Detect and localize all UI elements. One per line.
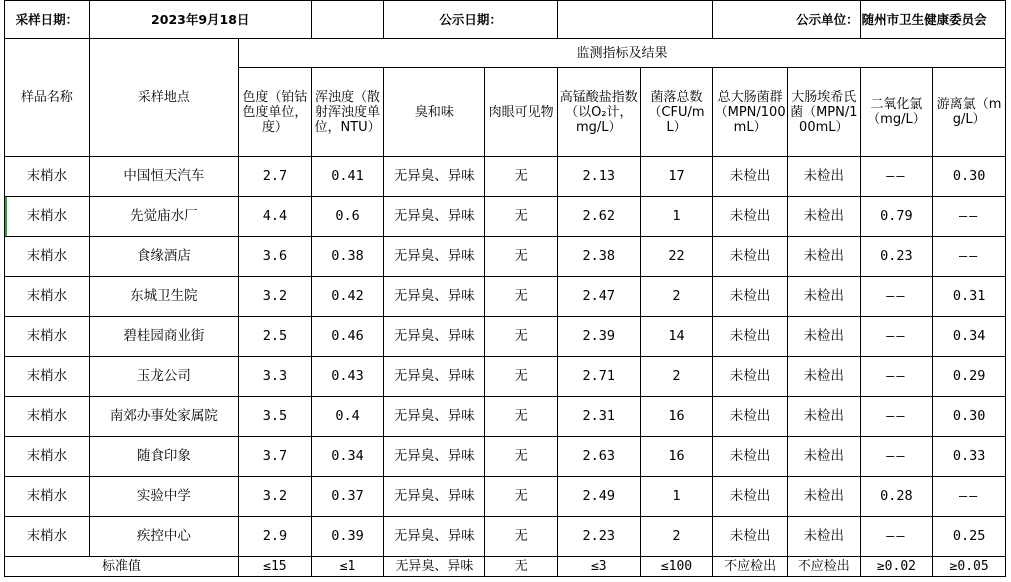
table-row [5, 197, 1006, 237]
header-indicator-group[interactable]: 监测指标及结果 [239, 39, 1006, 68]
cell-chlorine-dioxide[interactable]: 0.79 [860, 197, 933, 237]
header-sample-name[interactable]: 样品名称 [5, 39, 90, 157]
cell-color[interactable]: 2.5 [239, 317, 312, 357]
cell-location[interactable]: 东城卫生院 [89, 277, 238, 317]
table-row [5, 437, 1006, 477]
table-row [5, 517, 1006, 557]
publisher-value[interactable]: 随州市卫生健康委员会 [860, 1, 1005, 39]
cell-visible[interactable]: 无 [485, 357, 558, 397]
cell-chlorine-dioxide[interactable]: 0.28 [860, 477, 933, 517]
cell-sample-name[interactable]: 末梢水 [5, 157, 90, 197]
cell-bacteria[interactable]: 16 [640, 437, 713, 477]
cell-odor[interactable]: 无异臭、异味 [384, 357, 485, 397]
cell-color[interactable]: 4.4 [239, 197, 312, 237]
cell-ecoli[interactable]: 未检出 [787, 397, 860, 437]
cell-sample-name[interactable]: 末梢水 [5, 437, 90, 477]
table-row [5, 277, 1006, 317]
cell-location[interactable]: 疾控中心 [89, 517, 238, 557]
cell-location[interactable]: 随食印象 [89, 437, 238, 477]
standard-turbidity[interactable]: ≤1 [311, 557, 384, 577]
header-row-group [5, 39, 1006, 68]
cell-cod[interactable]: 2.13 [557, 157, 640, 197]
cell-chlorine-dioxide[interactable]: —— [860, 157, 933, 197]
cell-odor[interactable]: 无异臭、异味 [384, 197, 485, 237]
cell-visible[interactable]: 无 [485, 197, 558, 237]
cell-free-chlorine[interactable]: —— [933, 477, 1006, 517]
cell-color[interactable]: 2.7 [239, 157, 312, 197]
cell-free-chlorine[interactable]: —— [933, 197, 1006, 237]
cell-sample-name[interactable]: 末梢水 [5, 397, 90, 437]
publish-date-value[interactable] [557, 1, 712, 39]
header-color[interactable]: 色度（铂钴色度单位，度） [239, 68, 312, 157]
cell-visible[interactable]: 无 [485, 277, 558, 317]
header-bacteria[interactable]: 菌落总数（CFU/mL） [640, 68, 713, 157]
cell-odor[interactable]: 无异臭、异味 [384, 157, 485, 197]
info-row [5, 1, 1006, 39]
header-ecoli[interactable]: 大肠埃希氏菌（MPN/100mL） [787, 68, 860, 157]
cell-visible[interactable]: 无 [485, 237, 558, 277]
cell-turbidity[interactable]: 0.41 [311, 157, 384, 197]
table-row [5, 237, 1006, 277]
cell-chlorine-dioxide[interactable]: —— [860, 317, 933, 357]
cell-coliform[interactable]: 未检出 [713, 437, 788, 477]
cell-ecoli[interactable]: 未检出 [787, 197, 860, 237]
header-chlorine-dioxide[interactable]: 二氧化氯（mg/L） [860, 68, 933, 157]
cell-sample-name[interactable]: 末梢水 [5, 477, 90, 517]
cell-bacteria[interactable]: 16 [640, 397, 713, 437]
cell-free-chlorine[interactable]: 0.29 [933, 357, 1006, 397]
cell-location[interactable]: 先觉庙水厂 [89, 197, 238, 237]
cell-coliform[interactable]: 未检出 [713, 357, 788, 397]
header-location[interactable]: 采样地点 [89, 39, 238, 157]
header-visible[interactable]: 肉眼可见物 [485, 68, 558, 157]
cell-turbidity[interactable]: 0.43 [311, 357, 384, 397]
cell-ecoli[interactable]: 未检出 [787, 277, 860, 317]
cell-coliform[interactable]: 未检出 [713, 237, 788, 277]
header-coliform[interactable]: 总大肠菌群（MPN/100mL） [713, 68, 788, 157]
publisher-label[interactable]: 公示单位： [713, 1, 860, 39]
cell-ecoli[interactable]: 未检出 [787, 517, 860, 557]
cell-turbidity[interactable]: 0.4 [311, 397, 384, 437]
cell-coliform[interactable]: 未检出 [713, 277, 788, 317]
cell-odor[interactable]: 无异臭、异味 [384, 517, 485, 557]
cell-chlorine-dioxide[interactable]: —— [860, 397, 933, 437]
cell-odor[interactable]: 无异臭、异味 [384, 397, 485, 437]
table-row [5, 477, 1006, 517]
cell-visible[interactable]: 无 [485, 397, 558, 437]
cell-location[interactable]: 中国恒天汽车 [89, 157, 238, 197]
cell-color[interactable]: 3.5 [239, 397, 312, 437]
cell-odor[interactable]: 无异臭、异味 [384, 477, 485, 517]
sample-date-label[interactable]: 采样日期： [5, 1, 90, 39]
cell-odor[interactable]: 无异臭、异味 [384, 277, 485, 317]
cell-bacteria[interactable]: 2 [640, 357, 713, 397]
cell-cod[interactable]: 2.38 [557, 237, 640, 277]
cell-bacteria[interactable]: 14 [640, 317, 713, 357]
cell-bacteria[interactable]: 2 [640, 517, 713, 557]
cell-ecoli[interactable]: 未检出 [787, 437, 860, 477]
cell-color[interactable]: 3.2 [239, 277, 312, 317]
cell-turbidity[interactable]: 0.39 [311, 517, 384, 557]
header-odor[interactable]: 臭和味 [384, 68, 485, 157]
cell-sample-name[interactable]: 末梢水 [5, 277, 90, 317]
cell-cod[interactable]: 2.39 [557, 317, 640, 357]
table-row [5, 357, 1006, 397]
sample-date-value[interactable]: 2023年9月18日 [89, 1, 311, 39]
cell-odor[interactable]: 无异臭、异味 [384, 437, 485, 477]
cell-turbidity[interactable]: 0.6 [311, 197, 384, 237]
cell-sample-name[interactable]: 末梢水 [5, 197, 90, 237]
cell-cod[interactable]: 2.31 [557, 397, 640, 437]
standard-cod[interactable]: ≤3 [557, 557, 640, 577]
cell-turbidity[interactable]: 0.42 [311, 277, 384, 317]
cell-location[interactable]: 南郊办事处家属院 [89, 397, 238, 437]
cell-turbidity[interactable]: 0.34 [311, 437, 384, 477]
cell-sample-name[interactable]: 末梢水 [5, 357, 90, 397]
standard-coliform[interactable]: 不应检出 [713, 557, 788, 577]
standard-ecoli[interactable]: 不应检出 [787, 557, 860, 577]
cell-cod[interactable]: 2.62 [557, 197, 640, 237]
cell-bacteria[interactable]: 17 [640, 157, 713, 197]
header-cod[interactable]: 高锰酸盐指数（以O₂计，mg/L） [557, 68, 640, 157]
cell-visible[interactable]: 无 [485, 477, 558, 517]
table-row [5, 317, 1006, 357]
cell-cod[interactable]: 2.49 [557, 477, 640, 517]
standard-color[interactable]: ≤15 [239, 557, 312, 577]
standard-visible[interactable]: 无 [485, 557, 558, 577]
cell-sample-name[interactable]: 末梢水 [5, 317, 90, 357]
table-row [5, 397, 1006, 437]
cell-coliform[interactable]: 未检出 [713, 317, 788, 357]
cell-ecoli[interactable]: 未检出 [787, 477, 860, 517]
cell-coliform[interactable]: 未检出 [713, 477, 788, 517]
cell-free-chlorine[interactable]: 0.25 [933, 517, 1006, 557]
cell-turbidity[interactable]: 0.37 [311, 477, 384, 517]
cell-bacteria[interactable]: 1 [640, 477, 713, 517]
standard-free-chlorine[interactable]: ≥0.05 [933, 557, 1006, 577]
cell-cod[interactable]: 2.23 [557, 517, 640, 557]
cell-sample-name[interactable]: 末梢水 [5, 517, 90, 557]
cell-ecoli[interactable]: 未检出 [787, 237, 860, 277]
cell-visible[interactable]: 无 [485, 437, 558, 477]
cell-color[interactable]: 3.2 [239, 477, 312, 517]
header-free-chlorine[interactable]: 游离氯（mg/L） [933, 68, 1006, 157]
cell-turbidity[interactable]: 0.46 [311, 317, 384, 357]
cell-color[interactable]: 3.7 [239, 437, 312, 477]
cell-chlorine-dioxide[interactable]: 0.23 [860, 237, 933, 277]
cell-cod[interactable]: 2.63 [557, 437, 640, 477]
cell-coliform[interactable]: 未检出 [713, 517, 788, 557]
cell-turbidity[interactable]: 0.38 [311, 237, 384, 277]
cell-chlorine-dioxide[interactable]: —— [860, 437, 933, 477]
standard-row [5, 557, 1006, 577]
cell-coliform[interactable]: 未检出 [713, 157, 788, 197]
table-row [5, 157, 1006, 197]
cell-chlorine-dioxide[interactable]: —— [860, 277, 933, 317]
cell-odor[interactable]: 无异臭、异味 [384, 317, 485, 357]
standard-odor[interactable]: 无异臭、异味 [384, 557, 485, 577]
cell-ecoli[interactable]: 未检出 [787, 357, 860, 397]
publish-date-label[interactable]: 公示日期： [384, 1, 558, 39]
cell-free-chlorine[interactable]: 0.31 [933, 277, 1006, 317]
cell-bacteria[interactable]: 22 [640, 237, 713, 277]
cell-coliform[interactable]: 未检出 [713, 197, 788, 237]
cell-ecoli[interactable]: 未检出 [787, 317, 860, 357]
cell-chlorine-dioxide[interactable]: —— [860, 517, 933, 557]
cell-bacteria[interactable]: 2 [640, 277, 713, 317]
cell-location[interactable]: 食缘酒店 [89, 237, 238, 277]
cell-location[interactable]: 实验中学 [89, 477, 238, 517]
standard-chlorine-dioxide[interactable]: ≥0.02 [860, 557, 933, 577]
cell-sample-name[interactable]: 末梢水 [5, 237, 90, 277]
cell-color[interactable]: 2.9 [239, 517, 312, 557]
cell-color[interactable]: 3.6 [239, 237, 312, 277]
cell-ecoli[interactable]: 未检出 [787, 157, 860, 197]
standard-label[interactable]: 标准值 [5, 557, 239, 577]
cell-location[interactable]: 碧桂园商业街 [89, 317, 238, 357]
water-quality-table [4, 0, 1006, 577]
standard-bacteria[interactable]: ≤100 [640, 557, 713, 577]
cell-free-chlorine[interactable]: 0.30 [933, 157, 1006, 197]
cell-free-chlorine[interactable]: 0.33 [933, 437, 1006, 477]
cell-bacteria[interactable]: 1 [640, 197, 713, 237]
cell-visible[interactable]: 无 [485, 517, 558, 557]
cell-location[interactable]: 玉龙公司 [89, 357, 238, 397]
cell-coliform[interactable]: 未检出 [713, 397, 788, 437]
cell-visible[interactable]: 无 [485, 317, 558, 357]
cell-cod[interactable]: 2.71 [557, 357, 640, 397]
cell-free-chlorine[interactable]: 0.34 [933, 317, 1006, 357]
cell-odor[interactable]: 无异臭、异味 [384, 237, 485, 277]
cell-chlorine-dioxide[interactable]: —— [860, 357, 933, 397]
cell-visible[interactable]: 无 [485, 157, 558, 197]
header-turbidity[interactable]: 浑浊度（散射浑浊度单位，NTU） [311, 68, 384, 157]
cell-free-chlorine[interactable]: —— [933, 237, 1006, 277]
cell-free-chlorine[interactable]: 0.30 [933, 397, 1006, 437]
cell-color[interactable]: 3.3 [239, 357, 312, 397]
cell-cod[interactable]: 2.47 [557, 277, 640, 317]
empty-cell[interactable] [311, 1, 384, 39]
